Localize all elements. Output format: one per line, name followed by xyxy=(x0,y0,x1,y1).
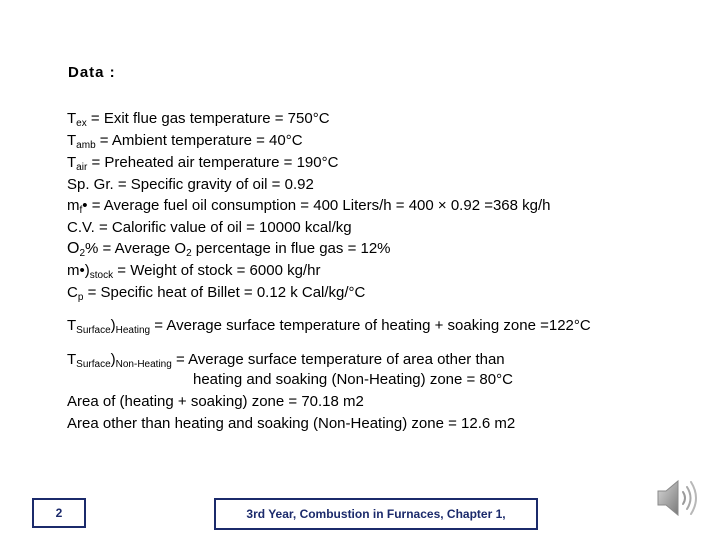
mid-sub: Non-Heating xyxy=(115,359,172,370)
line-text: = Preheated air temperature = 190°C xyxy=(87,154,339,171)
line-text: = Exit flue gas temperature = 750°C xyxy=(86,110,330,127)
line-text: = Weight of stock = 6000 kg/hr xyxy=(113,262,321,279)
line-text: heating and soaking (Non-Heating) zone = 80°C xyxy=(193,371,513,388)
line-text: = Average surface temperature of area other than xyxy=(171,351,505,368)
mid-text: % = Average O xyxy=(85,240,187,257)
data-line-ambient-temp xyxy=(67,131,303,151)
symbol-sub: f xyxy=(79,205,83,216)
line-text: • = Average fuel oil consumption = 400 Liters/h = 400 × 0.92 =368 kg/h xyxy=(82,197,551,214)
symbol: T xyxy=(67,132,77,149)
mid-sub: 2 xyxy=(186,248,192,259)
slide-heading: Data : xyxy=(68,64,116,81)
line-text: Area other than heating and soaking (Non-Heating) zone = 12.6 m2 xyxy=(67,415,516,432)
data-line-specific-heat xyxy=(67,283,365,303)
symbol: m xyxy=(67,197,80,214)
symbol: T xyxy=(67,110,77,127)
data-line-area-heating-soaking xyxy=(67,392,364,412)
line-text: = Specific heat of Billet = 0.12 k Cal/kg/°C xyxy=(83,284,366,301)
prefix: m•) xyxy=(67,262,90,279)
data-line-non-heating-continuation xyxy=(193,370,513,390)
page-number-box xyxy=(32,498,86,528)
symbol: T xyxy=(67,317,77,334)
prefix-sub: 2 xyxy=(79,248,86,259)
line-text: = Average surface temperature of heating + soaking zone =122°C xyxy=(150,317,591,334)
data-line-o2-percentage xyxy=(67,239,391,259)
data-line-stock-weight xyxy=(67,261,320,281)
data-line-exit-gas-temp xyxy=(67,109,330,129)
footer-course-box xyxy=(214,498,538,530)
data-line-calorific-value xyxy=(67,218,352,238)
data-line-fuel-consumption xyxy=(67,196,551,216)
symbol-sub: ex xyxy=(76,118,87,129)
page-number: 2 xyxy=(55,506,63,520)
line-text: C.V. = Calorific value of oil = 10000 kcal/kg xyxy=(67,219,352,236)
symbol: C xyxy=(67,284,78,301)
symbol: T xyxy=(67,154,77,171)
symbol-sub: p xyxy=(77,292,84,303)
data-line-preheated-air-temp xyxy=(67,153,338,173)
prefix-sub: stock xyxy=(89,270,114,281)
mid-text: ) xyxy=(110,317,116,334)
line-text: Area of (heating + soaking) zone = 70.18 m2 xyxy=(67,393,364,410)
footer-course-label: 3rd Year, Combustion in Furnaces, Chapter 1, xyxy=(246,507,506,521)
data-line-specific-gravity xyxy=(67,175,314,195)
symbol-sub: amb xyxy=(76,140,96,151)
symbol-sub: Surface xyxy=(76,325,111,336)
data-line-surface-temp-non-heating xyxy=(67,350,505,370)
line-text: percentage in flue gas = 12% xyxy=(191,240,391,257)
line-text: = Ambient temperature = 40°C xyxy=(95,132,303,149)
symbol: T xyxy=(67,351,77,368)
mid-text: ) xyxy=(110,351,116,368)
symbol-sub: Surface xyxy=(76,359,111,370)
symbol-sub: air xyxy=(76,162,88,173)
prefix: O xyxy=(67,240,80,257)
mid-sub: Heating xyxy=(115,325,151,336)
speaker-icon[interactable] xyxy=(652,472,704,524)
data-line-area-non-heating xyxy=(67,414,515,434)
data-line-surface-temp-heating xyxy=(67,316,591,336)
line-text: Sp. Gr. = Specific gravity of oil = 0.92 xyxy=(67,176,314,193)
